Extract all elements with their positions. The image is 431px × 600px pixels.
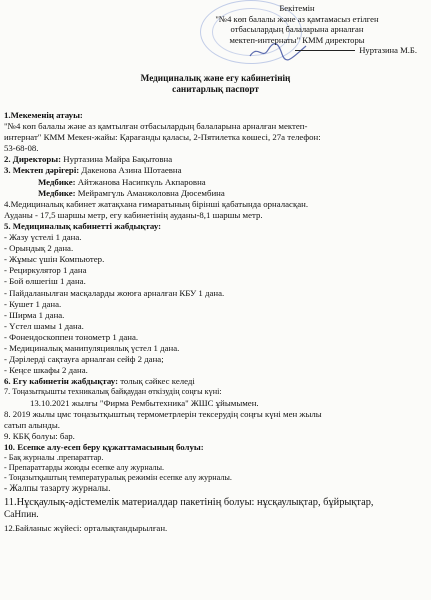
section-1-label: 1.Мекеменің атауы: [4, 110, 83, 120]
section-3-value: Дакенова Азина Шотаевна [81, 165, 182, 176]
approval-org-line-2: отбасылардың балаларына арналған [230, 24, 364, 35]
equipment-item: - Бой өлшегіш 1 дана. [4, 276, 86, 287]
document-body [4, 110, 426, 535]
approval-signer-name: Нуртазина М.Б. [359, 45, 417, 56]
signature-underline [295, 50, 355, 51]
equipment-item: - Жұмыс үшін Компьютер. [4, 254, 105, 265]
section-1-text-1: "№4 көп балалы және аз қамтылған отбасылардың балаларына арналған мектеп- [4, 121, 308, 132]
section-1-text-3: 53-68-08. [4, 143, 39, 154]
nurse-1-label: Медбике: [38, 176, 76, 187]
equipment-item: - Орындық 2 дана. [4, 243, 74, 254]
equipment-item: - Дәрілерді сақтауға арналған сейф 2 дана; [4, 354, 164, 365]
nurse-2-value: Мейрамгүль Аманжоловна Дюсембина [77, 187, 225, 198]
section-2-label: 2. Директоры: [4, 154, 62, 165]
equipment-item: - Жазу үстелі 1 дана. [4, 232, 82, 243]
approval-signer-line [177, 45, 417, 56]
record-journal-item: - Тоңазытқыштың температуралық режимін есепке алу журналы. [4, 473, 232, 483]
approval-org-line-1: "№4 көп балалы және аз қамтамасыз етілген [215, 13, 379, 24]
section-11-line-2: СаНпин. [4, 509, 39, 520]
section-7-line-1: 7. Тоңазытқышты техникалық байқаудан өткізудің соңғы күні: [4, 387, 222, 397]
equipment-item: - Рециркулятор 1 дана [4, 265, 87, 276]
section-2-value: Нуртазина Майра Бақытовна [63, 154, 173, 165]
section-12: 12.Байланыс жүйесі: орталықтандырылған. [4, 523, 168, 534]
section-2 [4, 154, 426, 165]
record-journal-item: - Препараттарды жоюды есепке алу журналы. [4, 463, 165, 473]
section-3-label: 3. Мектеп дәрігері: [4, 165, 80, 176]
section-6-label: 6. Егу кабинетін жабдықтау: [4, 376, 118, 387]
equipment-item: - Пайдаланылған масқаларды жоюға арналған КБУ 1 дана. [4, 287, 225, 298]
section-4-line-1: 4.Медициналық кабинет жатақхана ғимаратының бірінші қабатында орналасқан. [4, 198, 309, 209]
section-8-line-2: сатып алынды. [4, 419, 60, 430]
section-6 [4, 376, 426, 387]
record-journal-item: - Жалпы тазарту журналы. [4, 483, 111, 494]
section-9: 9. КБҚ болуы: бар. [4, 430, 75, 441]
equipment-item: - Кеңсе шкафы 2 дана. [4, 365, 88, 376]
section-6-value: толық сәйкес келеді [120, 376, 195, 387]
section-7-line-2: 13.10.2021 жылғы "Фирма Рембытехника" ЖШС ұйымымен. [30, 397, 259, 408]
equipment-item: - Фонендоскоппен тонометр 1 дана. [4, 331, 139, 342]
document-title [0, 73, 431, 95]
section-3-nurse-1 [4, 177, 426, 188]
record-journal-item: - Бақ журналы .препараттар. [4, 453, 104, 463]
approval-org-line-3: мектеп-интернаты" КММ директоры [229, 34, 365, 45]
title-line-2: санитарлық паспорт [172, 84, 259, 94]
section-1-text-2: интернат" КММ Мекен-жайы: Қарағанды қаласы, 2-Пятилетка көшесі, 27а телефон: [4, 132, 321, 143]
equipment-item: - Кушет 1 дана. [4, 298, 62, 309]
title-line-1: Медициналық және егу кабинетінің [140, 73, 291, 83]
nurse-1-value: Айтжанова Насипкүль Акпаровна [77, 176, 206, 187]
equipment-item: - Үстел шамы 1 дана. [4, 320, 84, 331]
approval-block [177, 3, 417, 56]
equipment-item: - Медициналық манипуляциялық үстел 1 дана. [4, 342, 180, 353]
section-8-line-1: 8. 2019 жылы цмс тоңазытқыштың термометрлерін тексерудің соңғы күні мен жылы [4, 408, 322, 419]
section-10-label: 10. Есепке алу-есеп беру құжаттамасының болуы: [4, 441, 204, 452]
section-3 [4, 165, 426, 176]
section-5-label: 5. Медициналық кабинетті жабдықтау: [4, 220, 162, 231]
approval-heading: Бекітемін [279, 3, 315, 13]
section-3-nurse-2 [4, 188, 426, 199]
nurse-2-label: Медбике: [38, 187, 76, 198]
section-4-line-2: Ауданы - 17,5 шаршы метр, егу кабинетінің ауданы-8,1 шаршы метр. [4, 209, 263, 220]
equipment-item: - Ширма 1 дана. [4, 309, 65, 320]
section-11-line-1: 11.Нұсқаулық-әдістемелік материалдар пакетінің болуы: нұсқаулықтар, бұйрықтар, [4, 497, 374, 509]
